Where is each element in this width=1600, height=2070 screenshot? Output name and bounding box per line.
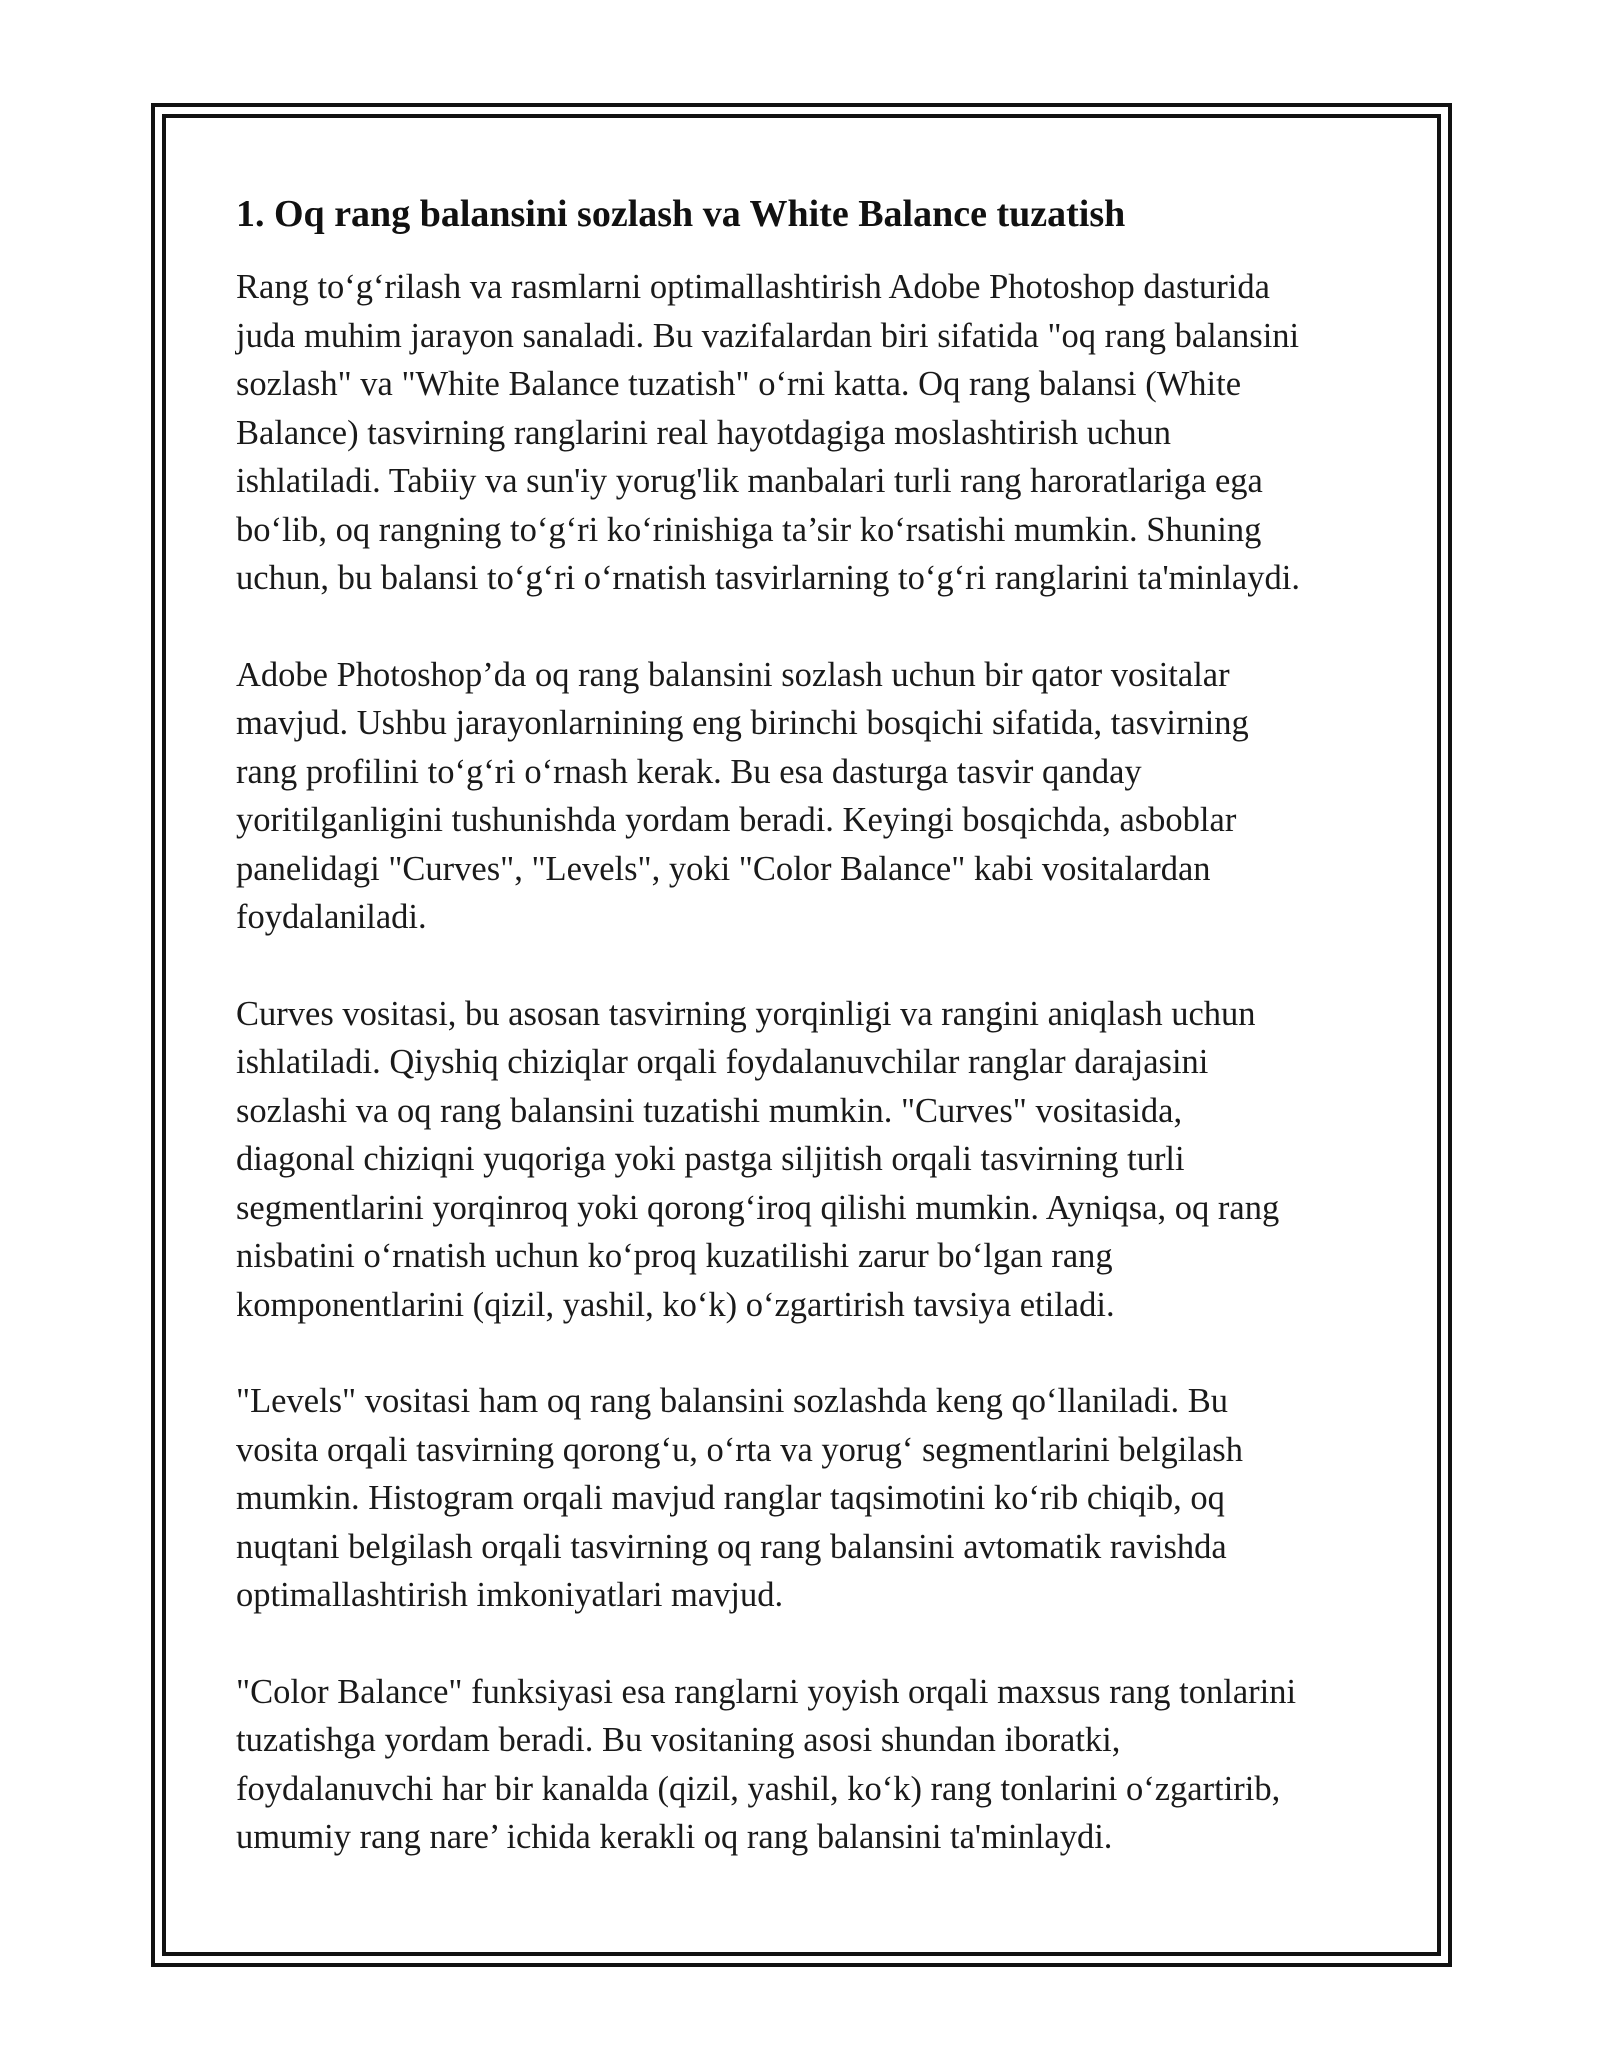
text-line: Rang to‘g‘rilash va rasmlarni optimallashtirish Adobe Photoshop dasturida: [236, 268, 1270, 306]
text-line: segmentlarini yorqinroq yoki qorong‘iroq qilishi mumkin. Ayniqsa, oq rang: [236, 1188, 1280, 1227]
text-line: mumkin. Histogram orqali mavjud ranglar taqsimotini ko‘rib chiqib, oq: [236, 1479, 1225, 1517]
text-line: Balance) tasvirning ranglarini real hayotdagiga moslashtirish uchun: [236, 413, 1172, 452]
text-line: "Color Balance" funksiyasi esa ranglarni yoyish orqali maxsus rang tonlarini: [236, 1672, 1297, 1711]
paragraph-curves: [236, 990, 1386, 1330]
text-line: diagonal chiziqni yuqoriga yoki pastga siljitish orqali tasvirning turli: [236, 1140, 1185, 1178]
text-line: umumiy rang nare’ ichida kerakli oq rang balansini ta'minlaydi.: [236, 1818, 1113, 1856]
text-line: Adobe Photoshop’da oq rang balansini sozlash uchun bir qator vositalar: [236, 655, 1230, 694]
paragraph-intro: [236, 263, 1386, 603]
text-line: tuzatishga yordam beradi. Bu vositaning asosi shundan iboratki,: [236, 1721, 1121, 1759]
text-line: vosita orqali tasvirning qorong‘u, o‘rta va yorug‘ segmentlarini belgilash: [236, 1430, 1243, 1469]
section-heading: 1. Oq rang balansini sozlash va White Balance tuzatish: [236, 193, 1126, 235]
text-line: mavjud. Ushbu jarayonlarnining eng birinchi bosqichi sifatida, tasvirning: [236, 704, 1249, 742]
paragraph-levels: [236, 1377, 1386, 1620]
text-line: yoritilganligini tushunishda yordam beradi. Keyingi bosqichda, asboblar: [236, 801, 1237, 839]
text-line: foydalanuvchi har bir kanalda (qizil, yashil, ko‘k) rang tonlarini o‘zgartirib,: [236, 1769, 1281, 1808]
text-line: rang profilini to‘g‘ri o‘rnash kerak. Bu esa dasturga tasvir qanday: [236, 752, 1142, 791]
text-line: uchun, bu balansi to‘g‘ri o‘rnatish tasvirlarning to‘g‘ri ranglarini ta'minlaydi.: [236, 559, 1300, 597]
text-line: "Levels" vositasi ham oq rang balansini sozlashda keng qo‘llaniladi. Bu: [236, 1382, 1229, 1420]
text-line: sozlash" va "White Balance tuzatish" o‘rni katta. Oq rang balansi (White: [236, 365, 1242, 403]
text-line: foydalaniladi.: [236, 898, 427, 936]
text-line: optimallashtirish imkoniyatlari mavjud.: [236, 1576, 784, 1614]
text-line: sozlashi va oq rang balansini tuzatishi mumkin. "Curves" vositasida,: [236, 1091, 1183, 1130]
paragraph-color-balance: [236, 1668, 1386, 1862]
text-line: juda muhim jarayon sanaladi. Bu vazifalardan biri sifatida "oq rang balansini: [236, 316, 1300, 355]
paragraph-tools: [236, 651, 1386, 942]
text-line: nuqtani belgilash orqali tasvirning oq rang balansini avtomatik ravishda: [236, 1527, 1227, 1566]
document-body: [236, 188, 1386, 1910]
text-line: panelidagi "Curves", "Levels", yoki "Color Balance" kabi vositalardan: [236, 849, 1211, 888]
text-line: ishlatiladi. Qiyshiq chiziqlar orqali foydalanuvchilar ranglar darajasini: [236, 1043, 1209, 1081]
text-line: Curves vositasi, bu asosan tasvirning yorqinligi va rangini aniqlash uchun: [236, 994, 1256, 1033]
text-line: bo‘lib, oq rangning to‘g‘ri ko‘rinishiga ta’sir ko‘rsatishi mumkin. Shuning: [236, 510, 1262, 549]
text-line: nisbatini o‘rnatish uchun ko‘proq kuzatilishi zarur bo‘lgan rang: [236, 1237, 1113, 1275]
text-line: ishlatiladi. Tabiiy va sun'iy yorug'lik manbalari turli rang haroratlariga ega: [236, 462, 1263, 500]
text-line: komponentlarini (qizil, yashil, ko‘k) o‘zgartirish tavsiya etiladi.: [236, 1285, 1115, 1324]
